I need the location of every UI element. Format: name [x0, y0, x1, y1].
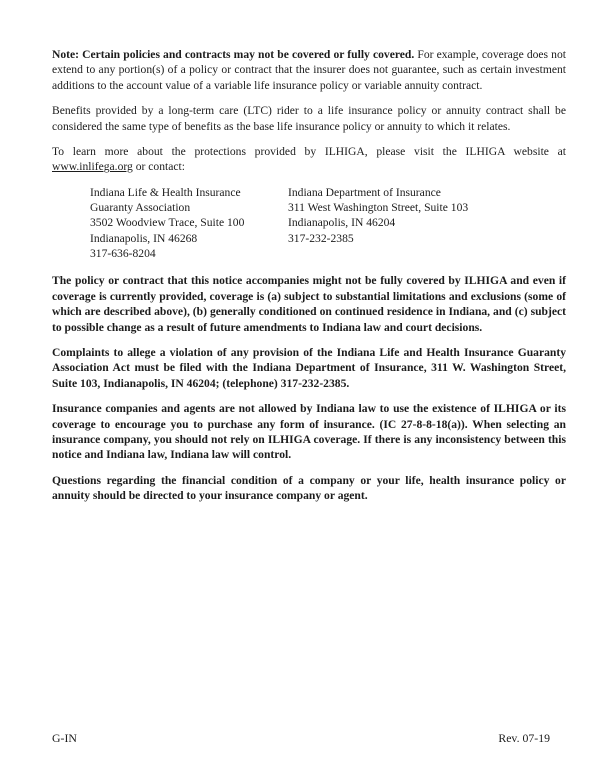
- learn-more-text-before-link: To learn more about the protections provided by ILHIGA, please visit the ILHIGA website at: [52, 145, 566, 159]
- contact-address-block: [90, 185, 566, 261]
- coverage-limitations-paragraph: The policy or contract that this notice accompanies might not be fully covered by ILHIGA and even if coverage is currently provided, coverage is (a) subject to substantial limitations and exclusions (some of which are described above), (b) generally conditioned on continued residence in Indiana, and (c) subject to possible change as a result of future amendments to Indiana law and court decisions.: [52, 274, 566, 334]
- address-line: Indiana Department of Insurance: [288, 185, 441, 199]
- address-line: Indiana Life & Health Insurance: [90, 185, 241, 199]
- form-code: G-IN: [52, 731, 77, 745]
- learn-more-paragraph: [52, 144, 566, 175]
- address-line: Guaranty Association: [90, 201, 191, 215]
- document-content: [52, 47, 566, 514]
- revision-code: Rev. 07-19: [498, 731, 550, 745]
- address-line: Indianapolis, IN 46268: [90, 231, 198, 245]
- complaints-filing-paragraph: Complaints to allege a violation of any provision of the Indiana Life and Health Insurance Guaranty Association Act must be filed with the Indiana Department of Insurance, 311 W. Washington Street, Suite 103, Indianapolis, IN 46204; (telephone) 317-232-2385.: [52, 345, 566, 390]
- department-of-insurance-address: [288, 185, 566, 261]
- prohibited-inducement-paragraph: Insurance companies and agents are not allowed by Indiana law to use the existence of ILHIGA or its coverage to encourage you to purchase any form of insurance. (IC 27-8-8-18(a)). When selecting an insurance company, you should not rely on ILHIGA coverage. If there is any inconsistency between this notice and Indiana law, Indiana law will control.: [52, 402, 566, 462]
- note-paragraph-bold-lead: Note: Certain policies and contracts may not be covered or fully covered.: [52, 48, 415, 61]
- learn-more-text-after-link: or contact:: [132, 160, 185, 174]
- ilhiga-website-link[interactable]: www.inlifega.org: [52, 160, 133, 174]
- address-line: 317-232-2385: [288, 231, 354, 245]
- address-line: 311 West Washington Street, Suite 103: [288, 201, 469, 215]
- note-paragraph: [52, 47, 566, 93]
- address-line: 317-636-8204: [90, 247, 156, 261]
- guaranty-association-address: [90, 185, 288, 261]
- address-line: Indianapolis, IN 46204: [288, 216, 396, 230]
- ltc-rider-paragraph: Benefits provided by a long-term care (LTC) rider to a life insurance policy or annuity contract shall be considered the same type of benefits as the base life insurance policy or annuity to which it relates.: [52, 104, 566, 133]
- page-footer: [52, 731, 550, 746]
- financial-questions-paragraph: Questions regarding the financial condition of a company or your life, health insurance policy or annuity should be directed to your insurance company or agent.: [52, 473, 566, 503]
- address-line: 3502 Woodview Trace, Suite 100: [90, 216, 245, 230]
- note-paragraph-body: For example, coverage does not extend to any portion(s) of a policy or contract that the insurer does not guarantee, such as certain investment additions to the account value of a variable life insurance policy or variable annuity contract.: [52, 48, 566, 92]
